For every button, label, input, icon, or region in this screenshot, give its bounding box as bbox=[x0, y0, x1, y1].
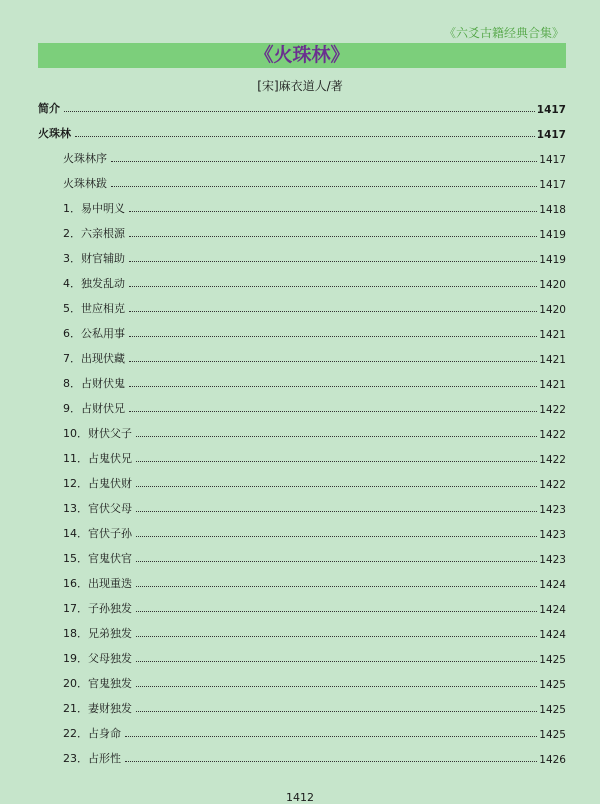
toc-dot-leader bbox=[129, 286, 537, 287]
toc-entry-page: 1424 bbox=[539, 579, 566, 591]
toc-entry[interactable] bbox=[63, 621, 566, 641]
toc-entry-page: 1422 bbox=[539, 429, 566, 441]
toc-entry-page: 1424 bbox=[539, 629, 566, 641]
toc-dot-leader bbox=[129, 311, 537, 312]
toc-entry[interactable] bbox=[63, 246, 566, 266]
toc-entry[interactable] bbox=[38, 121, 566, 141]
toc-dot-leader bbox=[136, 611, 537, 612]
toc-entry-label: 11．占鬼伏兄 bbox=[63, 452, 132, 465]
toc-entry-label: 17．子孙独发 bbox=[63, 602, 132, 615]
toc-entry-page: 1417 bbox=[539, 154, 566, 166]
toc-entry-label: 1．易中明义 bbox=[63, 202, 125, 215]
toc-entry-page: 1423 bbox=[539, 554, 566, 566]
toc-dot-leader bbox=[136, 486, 537, 487]
toc-entry[interactable] bbox=[63, 521, 566, 541]
toc-entry-page: 1422 bbox=[539, 454, 566, 466]
toc-dot-leader bbox=[129, 261, 537, 262]
toc-entry[interactable] bbox=[63, 171, 566, 191]
toc-entry-page: 1423 bbox=[539, 504, 566, 516]
title-bar bbox=[38, 43, 566, 68]
toc-entry[interactable] bbox=[63, 596, 566, 616]
toc-entry-label: 13．官伏父母 bbox=[63, 502, 132, 515]
toc-entry-label: 9．占财伏兄 bbox=[63, 402, 125, 415]
toc-entry-page: 1423 bbox=[539, 529, 566, 541]
toc-entry-label: 5．世应相克 bbox=[63, 302, 125, 315]
toc-entry-label: 16．出现重迭 bbox=[63, 577, 132, 590]
toc-entry[interactable] bbox=[63, 746, 566, 766]
toc-dot-leader bbox=[129, 336, 537, 337]
toc-entry-page: 1425 bbox=[539, 704, 566, 716]
toc-dot-leader bbox=[129, 211, 537, 212]
toc-entry-page: 1419 bbox=[539, 229, 566, 241]
toc-entry-label: 火珠林跋 bbox=[63, 177, 107, 190]
toc-entry-page: 1419 bbox=[539, 254, 566, 266]
toc-entry-page: 1421 bbox=[539, 354, 566, 366]
toc-entry-page: 1425 bbox=[539, 654, 566, 666]
toc-entry[interactable] bbox=[63, 396, 566, 416]
toc-entry[interactable] bbox=[63, 496, 566, 516]
toc-dot-leader bbox=[136, 586, 537, 587]
toc-dot-leader bbox=[129, 361, 537, 362]
toc-entry[interactable] bbox=[63, 271, 566, 291]
toc-dot-leader bbox=[136, 661, 537, 662]
toc-entry-page: 1417 bbox=[539, 179, 566, 191]
toc-dot-leader bbox=[136, 686, 537, 687]
toc-entry-label: 3．财官辅助 bbox=[63, 252, 125, 265]
toc-dot-leader bbox=[129, 411, 537, 412]
toc-entry[interactable] bbox=[63, 721, 566, 741]
toc-entry-label: 6．公私用事 bbox=[63, 327, 125, 340]
toc-entry-page: 1421 bbox=[539, 329, 566, 341]
author-line: [宋]麻衣道人/著 bbox=[257, 79, 343, 93]
toc-entry-page: 1420 bbox=[539, 304, 566, 316]
toc-entry-page: 1424 bbox=[539, 604, 566, 616]
toc-entry[interactable] bbox=[63, 471, 566, 491]
toc-entry-page: 1418 bbox=[539, 204, 566, 216]
toc-entry[interactable] bbox=[63, 571, 566, 591]
toc-entry-label: 21．妻财独发 bbox=[63, 702, 132, 715]
toc-entry-label: 火珠林 bbox=[38, 127, 71, 140]
toc-entry[interactable] bbox=[63, 646, 566, 666]
toc-entry-label: 12．占鬼伏财 bbox=[63, 477, 132, 490]
toc-entry-label: 简介 bbox=[38, 102, 60, 115]
toc-dot-leader bbox=[136, 536, 537, 537]
toc-entry[interactable] bbox=[63, 421, 566, 441]
toc-entry-page: 1426 bbox=[539, 754, 566, 766]
toc-entry-label: 7．出现伏藏 bbox=[63, 352, 125, 365]
toc-dot-leader bbox=[136, 561, 537, 562]
toc-entry[interactable] bbox=[38, 96, 566, 116]
toc-dot-leader bbox=[129, 236, 537, 237]
toc-dot-leader bbox=[111, 186, 537, 187]
toc-dot-leader bbox=[136, 461, 537, 462]
toc-entry[interactable] bbox=[63, 221, 566, 241]
toc-entry-label: 火珠林序 bbox=[63, 152, 107, 165]
toc-entry[interactable] bbox=[63, 146, 566, 166]
toc-entry-page: 1417 bbox=[536, 129, 566, 141]
toc-entry[interactable] bbox=[63, 671, 566, 691]
toc-entry[interactable] bbox=[63, 321, 566, 341]
toc-entry-label: 2．六亲根源 bbox=[63, 227, 125, 240]
toc-entry[interactable] bbox=[63, 446, 566, 466]
toc-entry-label: 15．官鬼伏官 bbox=[63, 552, 132, 565]
book-title: 《火珠林》 bbox=[254, 44, 350, 66]
toc-entry-label: 4．独发乱动 bbox=[63, 277, 125, 290]
toc-entry-label: 18．兄弟独发 bbox=[63, 627, 132, 640]
toc-dot-leader bbox=[129, 386, 537, 387]
toc-entry-label: 23．占形性 bbox=[63, 752, 121, 765]
toc-dot-leader bbox=[136, 636, 537, 637]
toc-entry[interactable] bbox=[63, 371, 566, 391]
toc-entry-page: 1417 bbox=[536, 104, 566, 116]
toc-dot-leader bbox=[136, 711, 537, 712]
toc-entry-page: 1421 bbox=[539, 379, 566, 391]
toc-entry-label: 19．父母独发 bbox=[63, 652, 132, 665]
collection-title: 《六爻古籍经典合集》 bbox=[443, 26, 564, 40]
toc-dot-leader bbox=[64, 111, 535, 112]
page-number: 1412 bbox=[286, 791, 314, 804]
toc-dot-leader bbox=[136, 436, 537, 437]
toc-entry-page: 1425 bbox=[539, 729, 566, 741]
toc-dot-leader bbox=[125, 736, 537, 737]
toc-dot-leader bbox=[136, 511, 537, 512]
toc-entry-label: 8．占财伏鬼 bbox=[63, 377, 125, 390]
toc-entry-label: 14．官伏子孙 bbox=[63, 527, 132, 540]
toc-entry[interactable] bbox=[63, 296, 566, 316]
toc-entry-page: 1422 bbox=[539, 479, 566, 491]
toc-entry[interactable] bbox=[63, 546, 566, 566]
toc-entry[interactable] bbox=[63, 696, 566, 716]
toc-entry-label: 22．占身命 bbox=[63, 727, 121, 740]
toc-dot-leader bbox=[75, 136, 535, 137]
toc-entry-page: 1422 bbox=[539, 404, 566, 416]
toc-entry[interactable] bbox=[63, 346, 566, 366]
toc-dot-leader bbox=[125, 761, 537, 762]
toc-entry-page: 1425 bbox=[539, 679, 566, 691]
toc-entry-label: 10．财伏父子 bbox=[63, 427, 132, 440]
toc-entry[interactable] bbox=[63, 196, 566, 216]
toc-entry-page: 1420 bbox=[539, 279, 566, 291]
toc-entry-label: 20．官鬼独发 bbox=[63, 677, 132, 690]
toc-dot-leader bbox=[111, 161, 537, 162]
